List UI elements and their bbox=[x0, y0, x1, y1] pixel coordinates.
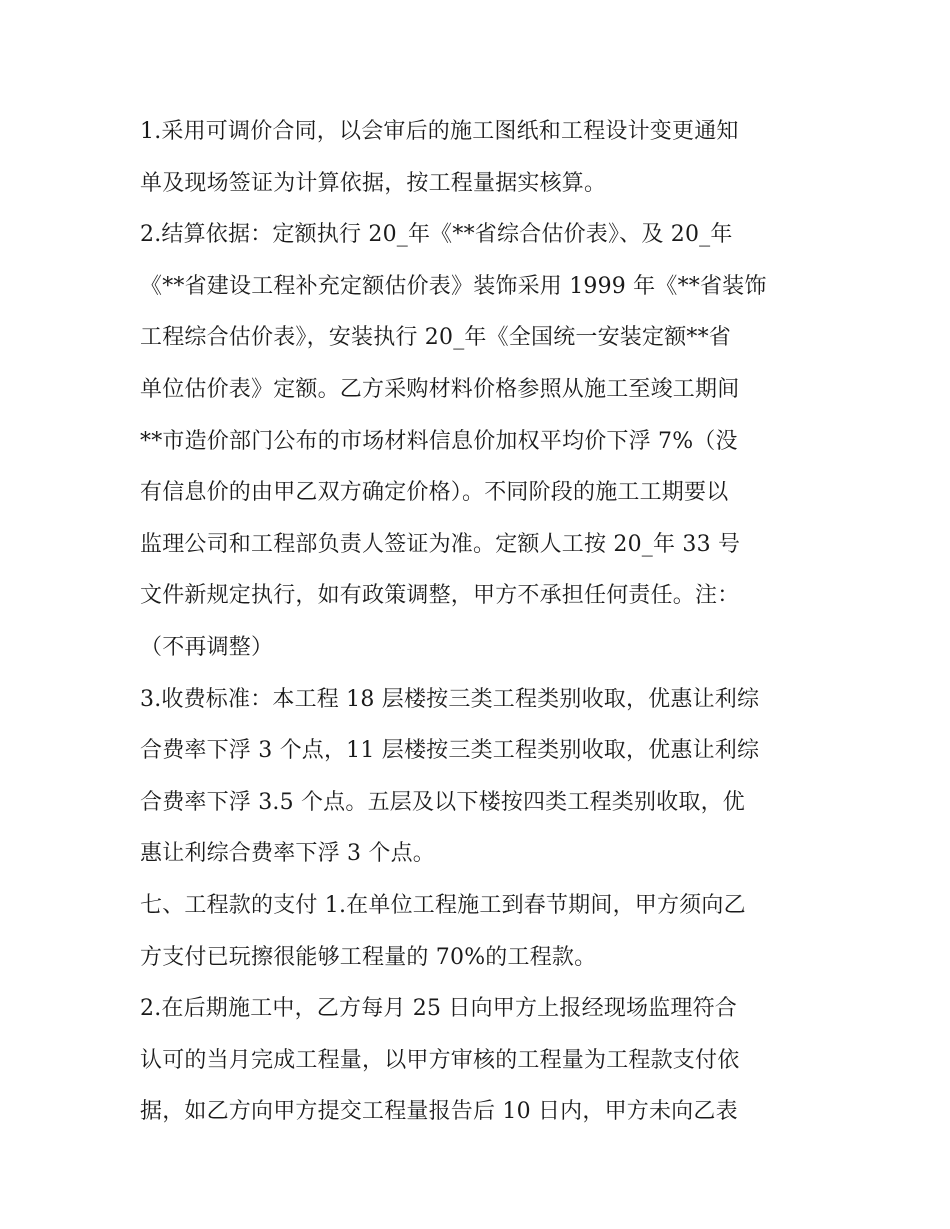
text-line: 单位估价表》定额。乙方采购材料价格参照从施工至竣工期间 bbox=[140, 376, 740, 402]
text-line: 方支付已玩擦很能够工程量的 70%的工程款。 bbox=[140, 944, 597, 970]
text-line: 2.结算依据：定额执行 20_年《**省综合估价表》、及 20_年 bbox=[140, 222, 733, 248]
text-line: 惠让利综合费率下浮 3 个点。 bbox=[140, 841, 435, 867]
text-line: 认可的当月完成工程量，以甲方审核的工程量为工程款支付依 bbox=[140, 1047, 740, 1073]
document-body bbox=[140, 106, 820, 1138]
text-line: 2.在后期施工中，乙方每月 25 日向甲方上报经现场监理符合 bbox=[140, 996, 737, 1022]
text-line: 据，如乙方向甲方提交工程量报告后 10 日内，甲方未向乙表 bbox=[140, 1099, 738, 1125]
text-line: 《**省建设工程补充定额估价表》装饰采用 1999 年《**省装饰 bbox=[140, 273, 767, 299]
text-line: 合费率下浮 3.5 个点。五层及以下楼按四类工程类别收取，优 bbox=[140, 789, 745, 815]
text-line: 合费率下浮 3 个点，11 层楼按三类工程类别收取，优惠让利综 bbox=[140, 738, 760, 764]
text-line: **市造价部门公布的市场材料信息价加权平均价下浮 7%（没 bbox=[140, 428, 738, 454]
text-line: 单及现场签证为计算依据，按工程量据实核算。 bbox=[140, 170, 607, 196]
text-line: 监理公司和工程部负责人签证为准。定额人工按 20_年 33 号 bbox=[140, 531, 741, 557]
text-line: （不再调整） bbox=[140, 634, 274, 660]
text-line: 有信息价的由甲乙双方确定价格）。不同阶段的施工工期要以 bbox=[140, 480, 729, 506]
text-line: 工程综合估价表》，安装执行 20_年《全国统一安装定额**省 bbox=[140, 325, 731, 351]
text-line: 1.采用可调价合同，以会审后的施工图纸和工程设计变更通知 bbox=[140, 119, 739, 144]
text-line: 3.收费标准：本工程 18 层楼按三类工程类别收取，优惠让利综 bbox=[140, 686, 760, 712]
text-line: 七、工程款的支付 1.在单位工程施工到春节期间，甲方须向乙 bbox=[140, 892, 746, 918]
text-line: 文件新规定执行，如有政策调整，甲方不承担任何责任。注： bbox=[140, 583, 740, 609]
